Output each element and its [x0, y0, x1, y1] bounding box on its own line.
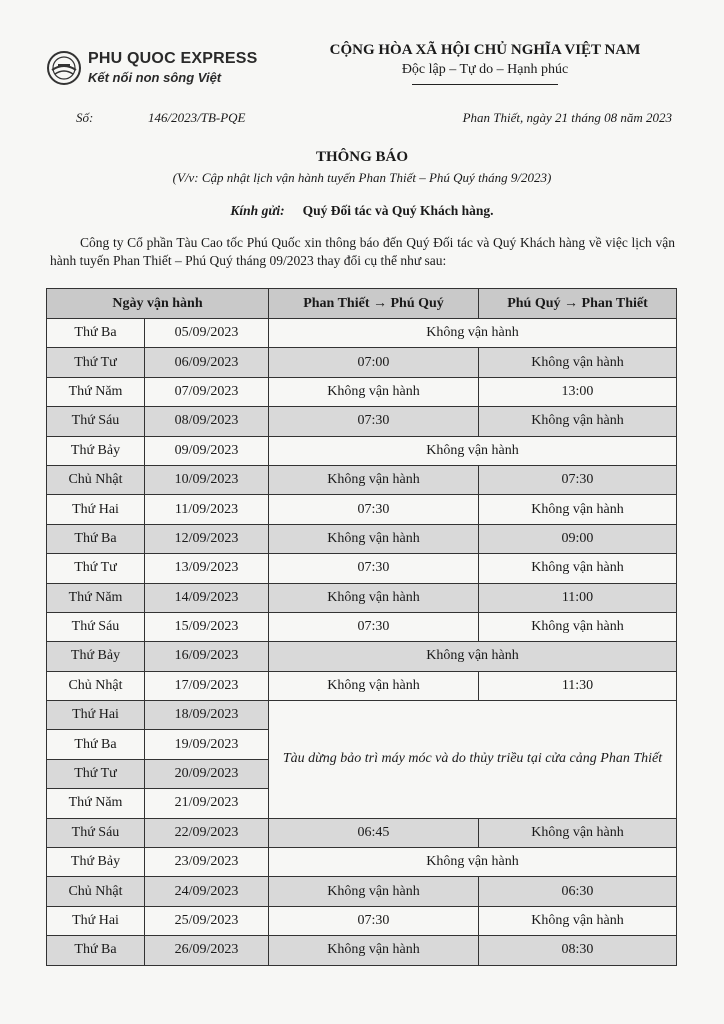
cell-backward: Không vận hành	[479, 612, 677, 641]
recipients-line	[0, 203, 724, 219]
cell-date: 06/09/2023	[145, 348, 269, 377]
table-row	[47, 436, 677, 465]
table-row	[47, 818, 677, 847]
cell-date: 23/09/2023	[145, 848, 269, 877]
cell-day: Thứ Sáu	[47, 818, 145, 847]
place-date: Phan Thiết, ngày 21 tháng 08 năm 2023	[462, 110, 672, 125]
cell-day: Thứ Sáu	[47, 407, 145, 436]
ship-logo-icon	[46, 50, 82, 86]
table-row	[47, 612, 677, 641]
header-date: Ngày vận hành	[47, 289, 269, 319]
cell-date: 07/09/2023	[145, 377, 269, 406]
table-row	[47, 377, 677, 406]
cell-backward: 08:30	[479, 936, 677, 965]
table-row	[47, 848, 677, 877]
cell-date: 25/09/2023	[145, 906, 269, 935]
cell-forward: 07:30	[269, 612, 479, 641]
table-row	[47, 936, 677, 965]
header-forward: Phan Thiết → Phú Quý	[269, 289, 479, 319]
cell-date: 05/09/2023	[145, 319, 269, 348]
cell-forward: Không vận hành	[269, 524, 479, 553]
cell-date: 20/09/2023	[145, 759, 269, 788]
cell-day: Chủ Nhật	[47, 465, 145, 494]
cell-backward: 13:00	[479, 377, 677, 406]
notice-title: THÔNG BÁO	[315, 149, 409, 165]
table-row	[47, 407, 677, 436]
cell-day: Thứ Sáu	[47, 612, 145, 641]
cell-forward: Không vận hành	[269, 936, 479, 965]
company-logo	[46, 44, 296, 88]
cell-backward: Không vận hành	[479, 495, 677, 524]
cell-date: 09/09/2023	[145, 436, 269, 465]
cell-day: Thứ Hai	[47, 701, 145, 730]
cell-forward: 06:45	[269, 818, 479, 847]
cell-date: 11/09/2023	[145, 495, 269, 524]
cell-no-service: Không vận hành	[269, 319, 677, 348]
cell-day: Thứ Tư	[47, 554, 145, 583]
cell-date: 08/09/2023	[145, 407, 269, 436]
notice-subject: (V/v: Cập nhật lịch vận hành tuyến Phan Thiết – Phú Quý tháng 9/2023)	[172, 170, 552, 185]
cell-forward: Không vận hành	[269, 671, 479, 700]
cell-no-service: Không vận hành	[269, 436, 677, 465]
cell-forward: Không vận hành	[269, 583, 479, 612]
cell-date: 16/09/2023	[145, 642, 269, 671]
header-backward: Phú Quý → Phan Thiết	[479, 289, 677, 319]
cell-date: 24/09/2023	[145, 877, 269, 906]
cell-day: Thứ Ba	[47, 730, 145, 759]
cell-date: 26/09/2023	[145, 936, 269, 965]
table-row	[47, 877, 677, 906]
table-row	[47, 671, 677, 700]
cell-forward: Không vận hành	[269, 377, 479, 406]
schedule-table	[46, 288, 677, 966]
cell-backward: Không vận hành	[479, 554, 677, 583]
cell-backward: Không vận hành	[479, 407, 677, 436]
table-header-row	[47, 289, 677, 319]
cell-forward: 07:30	[269, 495, 479, 524]
cell-forward: Không vận hành	[269, 877, 479, 906]
intro-paragraph: Công ty Cổ phần Tàu Cao tốc Phú Quốc xin thông báo đến Quý Đối tác và Quý Khách hàng về việc lịch vận hành tuyến Phan Thiết – Phú Quý tháng 09/2023 thay đổi cụ thể như sau:	[50, 235, 675, 268]
cell-forward: 07:30	[269, 554, 479, 583]
table-row	[47, 524, 677, 553]
cell-day: Thứ Bảy	[47, 848, 145, 877]
cell-date: 15/09/2023	[145, 612, 269, 641]
cell-forward: 07:30	[269, 906, 479, 935]
cell-backward: Không vận hành	[479, 906, 677, 935]
cell-backward: 11:30	[479, 671, 677, 700]
cell-forward: 07:30	[269, 407, 479, 436]
cell-date: 17/09/2023	[145, 671, 269, 700]
cell-day: Thứ Ba	[47, 936, 145, 965]
cell-day: Thứ Tư	[47, 759, 145, 788]
cell-backward: 11:00	[479, 583, 677, 612]
cell-day: Thứ Ba	[47, 524, 145, 553]
cell-day: Thứ Năm	[47, 377, 145, 406]
cell-day: Chủ Nhật	[47, 671, 145, 700]
recipients-label: Kính gửi:	[230, 203, 285, 218]
cell-date: 10/09/2023	[145, 465, 269, 494]
cell-day: Thứ Bảy	[47, 436, 145, 465]
table-row	[47, 319, 677, 348]
cell-no-service: Không vận hành	[269, 848, 677, 877]
recipients-value: Quý Đối tác và Quý Khách hàng.	[302, 203, 494, 218]
cell-backward: Không vận hành	[479, 818, 677, 847]
cell-day: Chủ Nhật	[47, 877, 145, 906]
cell-forward: Không vận hành	[269, 465, 479, 494]
cell-day: Thứ Hai	[47, 495, 145, 524]
cell-backward: Không vận hành	[479, 348, 677, 377]
cell-day: Thứ Bảy	[47, 642, 145, 671]
doc-number: 146/2023/TB-PQE	[148, 110, 246, 125]
cell-date: 14/09/2023	[145, 583, 269, 612]
table-row	[47, 906, 677, 935]
motto-underline	[412, 84, 558, 85]
cell-day: Thứ Hai	[47, 906, 145, 935]
table-row	[47, 495, 677, 524]
maintenance-note: Tàu dừng bảo trì máy móc và do thủy triều tại cửa cảng Phan Thiết	[269, 701, 677, 819]
cell-backward: 06:30	[479, 877, 677, 906]
cell-date: 22/09/2023	[145, 818, 269, 847]
cell-date: 18/09/2023	[145, 701, 269, 730]
table-row	[47, 642, 677, 671]
cell-date: 21/09/2023	[145, 789, 269, 818]
nation-heading: CỘNG HÒA XÃ HỘI CHỦ NGHĨA VIỆT NAM	[329, 42, 641, 58]
national-motto: Độc lập – Tự do – Hạnh phúc	[401, 62, 569, 77]
table-row	[47, 701, 677, 730]
cell-date: 19/09/2023	[145, 730, 269, 759]
cell-no-service: Không vận hành	[269, 642, 677, 671]
cell-date: 12/09/2023	[145, 524, 269, 553]
doc-number-label: Số:	[76, 110, 94, 125]
table-row	[47, 465, 677, 494]
cell-date: 13/09/2023	[145, 554, 269, 583]
cell-day: Thứ Tư	[47, 348, 145, 377]
cell-day: Thứ Ba	[47, 319, 145, 348]
company-name: PHU QUOC EXPRESS	[88, 50, 258, 67]
cell-forward: 07:00	[269, 348, 479, 377]
cell-day: Thứ Năm	[47, 789, 145, 818]
table-row	[47, 554, 677, 583]
company-tagline: Kết nối non sông Việt	[88, 70, 222, 85]
table-row	[47, 583, 677, 612]
cell-backward: 07:30	[479, 465, 677, 494]
cell-day: Thứ Năm	[47, 583, 145, 612]
cell-backward: 09:00	[479, 524, 677, 553]
table-row	[47, 348, 677, 377]
